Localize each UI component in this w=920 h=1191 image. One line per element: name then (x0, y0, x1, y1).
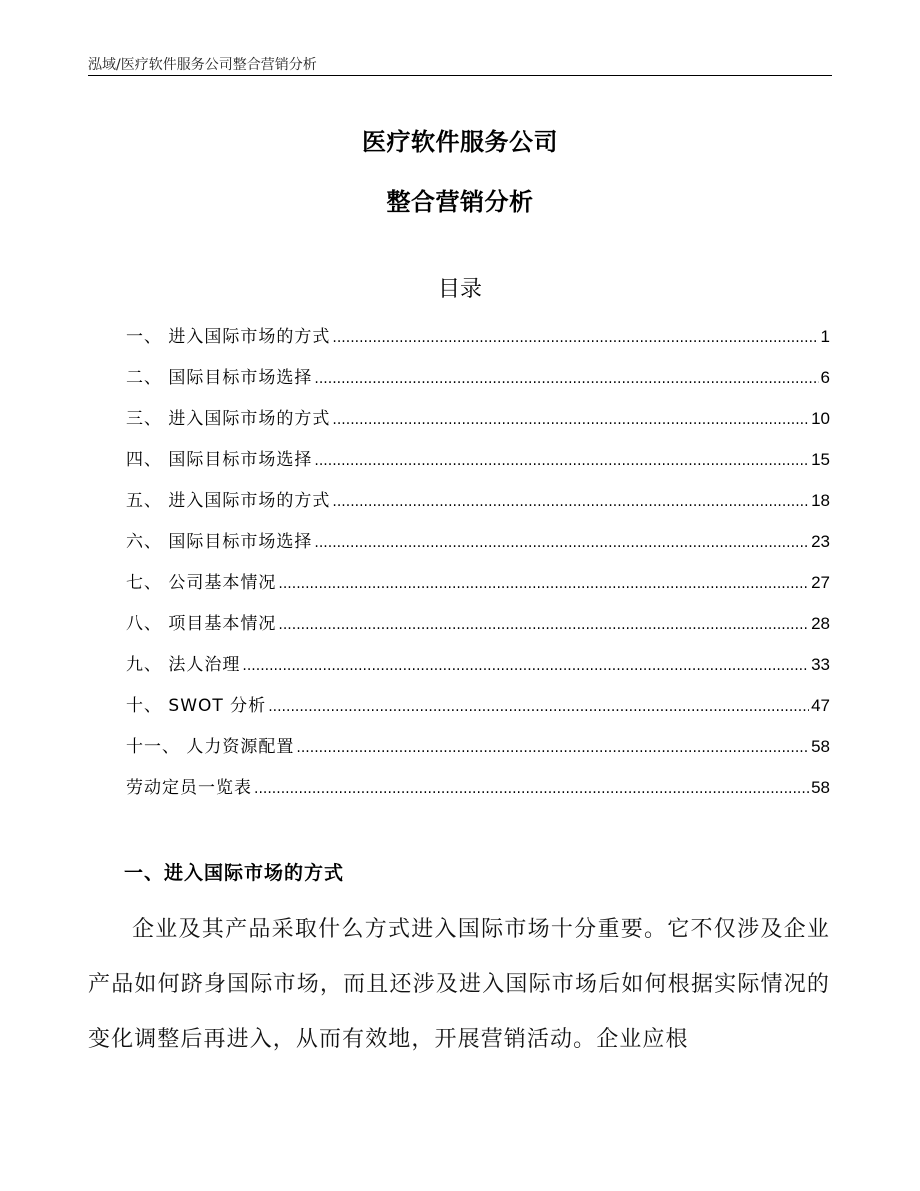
toc-leader-dots (332, 330, 818, 346)
document-subtitle: 整合营销分析 (386, 188, 534, 216)
toc-entry[interactable] (126, 568, 830, 609)
toc-leader-dots (296, 740, 809, 756)
toc-entry-label: 九、 法人治理 (126, 655, 241, 675)
toc-entry-page: 1 (820, 327, 830, 346)
toc-entry[interactable] (126, 732, 830, 773)
toc-entry-label: 劳动定员一览表 (126, 778, 252, 798)
toc-entry-label: 十、 SWOT 分析 (126, 696, 267, 716)
toc-entry[interactable] (126, 363, 830, 404)
toc-entry-label: 五、 进入国际市场的方式 (126, 491, 331, 511)
toc-entry-page: 28 (811, 614, 830, 633)
toc-entry[interactable] (126, 650, 830, 691)
header-divider (88, 75, 832, 76)
toc-entry[interactable] (126, 609, 830, 650)
toc-entry[interactable] (126, 486, 830, 527)
toc-entry-page: 18 (811, 491, 830, 510)
toc-entry[interactable] (126, 691, 830, 732)
toc-leader-dots (268, 699, 809, 715)
toc-entry-page: 47 (811, 696, 830, 715)
toc-heading: 目录 (437, 277, 482, 302)
toc-entry-page: 58 (811, 737, 830, 756)
toc-entry[interactable] (126, 322, 830, 363)
toc-leader-dots (278, 576, 809, 592)
section-paragraph: 企业及其产品采取什么方式进入国际市场十分重要。它不仅涉及企业产品如何跻身国际市场，而且还涉及进入国际市场后如何根据实际情况的变化调整后再进入，从而有效地，开展营销活动。企业应根 (88, 917, 830, 1052)
toc-entry-page: 33 (811, 655, 830, 674)
toc-leader-dots (314, 535, 809, 551)
toc-leader-dots (332, 412, 809, 428)
toc-entry-label: 一、 进入国际市场的方式 (126, 327, 331, 347)
toc-leader-dots (314, 453, 809, 469)
running-header: 泓域/医疗软件服务公司整合营销分析 (88, 57, 317, 73)
toc-entry[interactable] (126, 445, 830, 486)
toc-entry[interactable] (126, 773, 830, 814)
toc-entry-page: 27 (811, 573, 830, 592)
toc-leader-dots (242, 658, 809, 674)
toc-entry[interactable] (126, 527, 830, 568)
toc-entry[interactable] (126, 404, 830, 445)
toc-leader-dots (314, 371, 818, 387)
toc-entry-page: 10 (811, 409, 830, 428)
toc-leader-dots (332, 494, 809, 510)
toc-entry-label: 二、 国际目标市场选择 (126, 368, 313, 388)
toc-leader-dots (254, 781, 809, 797)
document-title: 医疗软件服务公司 (362, 128, 558, 156)
toc-entry-label: 三、 进入国际市场的方式 (126, 409, 331, 429)
toc-leader-dots (278, 617, 809, 633)
toc-entry-page: 6 (820, 368, 830, 387)
toc-entry-label: 十一、 人力资源配置 (126, 737, 295, 757)
toc-entry-label: 六、 国际目标市场选择 (126, 532, 313, 552)
section-heading: 一、进入国际市场的方式 (124, 862, 345, 884)
toc-entry-label: 七、 公司基本情况 (126, 573, 277, 593)
toc-entry-page: 15 (811, 450, 830, 469)
toc-entry-label: 八、 项目基本情况 (126, 614, 277, 634)
toc-entry-page: 58 (811, 778, 830, 797)
toc-entry-page: 23 (811, 532, 830, 551)
toc-entry-label: 四、 国际目标市场选择 (126, 450, 313, 470)
table-of-contents (126, 322, 830, 814)
